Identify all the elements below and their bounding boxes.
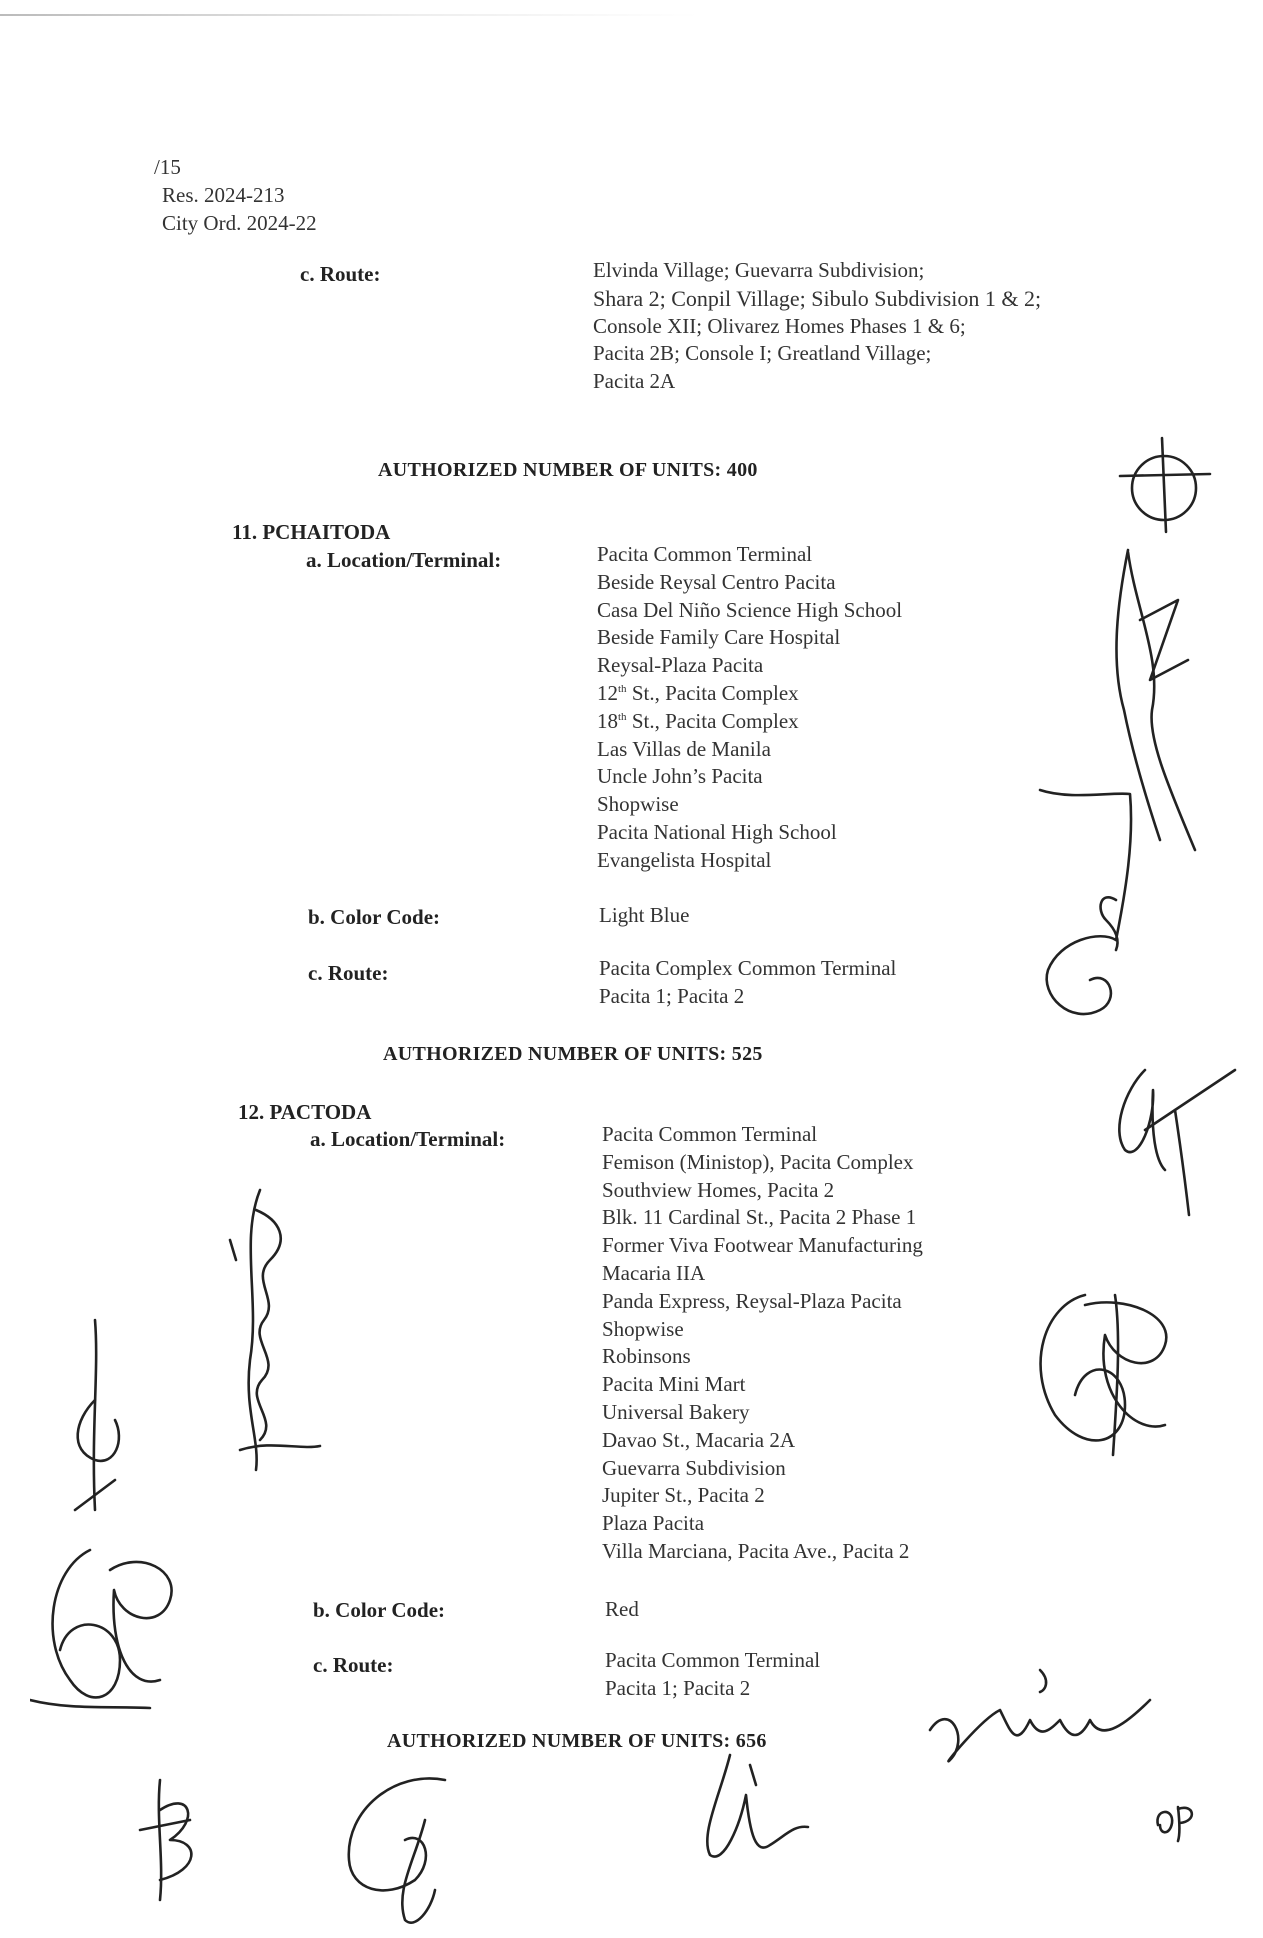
scan-artifact — [0, 14, 700, 16]
signature-a-stroke — [1105, 1050, 1245, 1220]
route-label-12: c. Route: — [313, 1653, 394, 1677]
prev-route-list — [593, 257, 1041, 396]
signature-bottom-center — [690, 1745, 810, 1875]
signature-bottom-q — [335, 1760, 475, 1930]
list-item: Pacita 1; Pacita 2 — [599, 983, 745, 1008]
page-number: /15 — [154, 155, 181, 179]
location-label-11: a. Location/Terminal: — [306, 548, 502, 572]
color-code-value-12: Red — [605, 1597, 639, 1621]
list-item: Casa Del Niño Science High School — [597, 597, 903, 622]
street-number: 12 — [597, 680, 618, 705]
route-label-11: c. Route: — [308, 961, 389, 985]
list-item: Macaria IIA — [602, 1260, 706, 1285]
signature-cursive-right — [1030, 780, 1160, 1030]
signature-loops-right — [1025, 1275, 1195, 1465]
ordinal-suffix: th — [618, 710, 627, 723]
list-item: Evangelista Hospital — [597, 847, 772, 872]
list-item: Pacita 2B; Console I; Greatland Village; — [593, 341, 932, 366]
authorized-units-400: AUTHORIZED NUMBER OF UNITS: 400 — [378, 459, 758, 481]
signature-circle-cross — [1110, 430, 1220, 540]
list-item: Pacita Mini Mart — [602, 1372, 746, 1397]
list-item: Pacita Complex Common Terminal — [599, 956, 897, 980]
authorized-units-525: AUTHORIZED NUMBER OF UNITS: 525 — [383, 1043, 763, 1065]
list-item: Guevarra Subdivision — [602, 1455, 786, 1480]
list-item: Shopwise — [597, 792, 679, 817]
authorized-units-656: AUTHORIZED NUMBER OF UNITS: 656 — [387, 1730, 767, 1752]
signature-tiny-initial — [1148, 1795, 1208, 1845]
color-code-label-12: b. Color Code: — [313, 1598, 446, 1622]
list-item: Jupiter St., Pacita 2 — [602, 1483, 765, 1508]
list-item: Davao St., Macaria 2A — [602, 1427, 796, 1452]
list-item: Shara 2; Conpil Village; Sibulo Subdivision 1 & 2; — [593, 285, 1042, 311]
list-item: Elvinda Village; Guevarra Subdivision; — [593, 258, 925, 282]
list-item: Femison (Ministop), Pacita Complex — [602, 1149, 914, 1174]
section-title-pactoda: 12. PACTODA — [238, 1100, 372, 1124]
list-item: Shopwise — [602, 1316, 684, 1341]
list-item: Uncle John’s Pacita — [597, 764, 763, 789]
street-number: 18 — [597, 708, 618, 733]
list-item: Console XII; Olivarez Homes Phases 1 & 6; — [593, 313, 966, 338]
list-item: Southview Homes, Pacita 2 — [602, 1177, 835, 1202]
location-list-12 — [602, 1121, 923, 1566]
list-item: Villa Marciana, Pacita Ave., Pacita 2 — [602, 1538, 910, 1563]
route-list-11 — [599, 955, 896, 1011]
signature-bottom-left — [130, 1770, 220, 1910]
signature-leftmargin-upper — [55, 1310, 145, 1530]
street-name: St., Pacita Complex — [626, 708, 799, 733]
section-title-pchaitoda: 11. PCHAITODA — [232, 520, 391, 544]
list-item: Former Viva Footwear Manufacturing — [602, 1233, 923, 1258]
location-label-12: a. Location/Terminal: — [310, 1127, 506, 1151]
list-item: Universal Bakery — [602, 1399, 750, 1424]
color-code-label-11: b. Color Code: — [308, 905, 441, 929]
list-item: Panda Express, Reysal-Plaza Pacita — [602, 1288, 902, 1313]
list-item: Las Villas de Manila — [597, 736, 771, 761]
list-item: Pacita National High School — [597, 819, 837, 844]
prev-route-label: c. Route: — [300, 262, 381, 286]
ordinal-suffix: th — [618, 682, 627, 695]
list-item: Reysal-Plaza Pacita — [597, 653, 764, 678]
signature-vertical-left — [200, 1180, 330, 1480]
ordinance-number: City Ord. 2024-22 — [162, 211, 317, 235]
list-item: Beside Reysal Centro Pacita — [597, 569, 836, 594]
list-item: Pacita 2A — [593, 369, 676, 394]
list-item: Plaza Pacita — [602, 1511, 705, 1536]
list-item: Pacita Common Terminal — [597, 542, 813, 566]
list-item: Blk. 11 Cardinal St., Pacita 2 Phase 1 — [602, 1205, 917, 1230]
street-name: St., Pacita Complex — [626, 680, 799, 705]
signature-leftmargin-loops — [30, 1530, 180, 1730]
location-list-11 — [597, 541, 902, 875]
list-item: Beside Family Care Hospital — [597, 625, 841, 650]
list-item: Pacita Common Terminal — [605, 1648, 821, 1672]
list-item: Pacita 1; Pacita 2 — [605, 1675, 751, 1700]
list-item — [597, 708, 902, 736]
color-code-value-11: Light Blue — [599, 903, 690, 927]
signature-bottom-right-long — [920, 1660, 1170, 1780]
route-list-12 — [605, 1647, 820, 1703]
list-item: Pacita Common Terminal — [602, 1122, 818, 1146]
resolution-number: Res. 2024-213 — [162, 183, 285, 207]
list-item — [597, 680, 902, 708]
list-item: Robinsons — [602, 1344, 691, 1369]
